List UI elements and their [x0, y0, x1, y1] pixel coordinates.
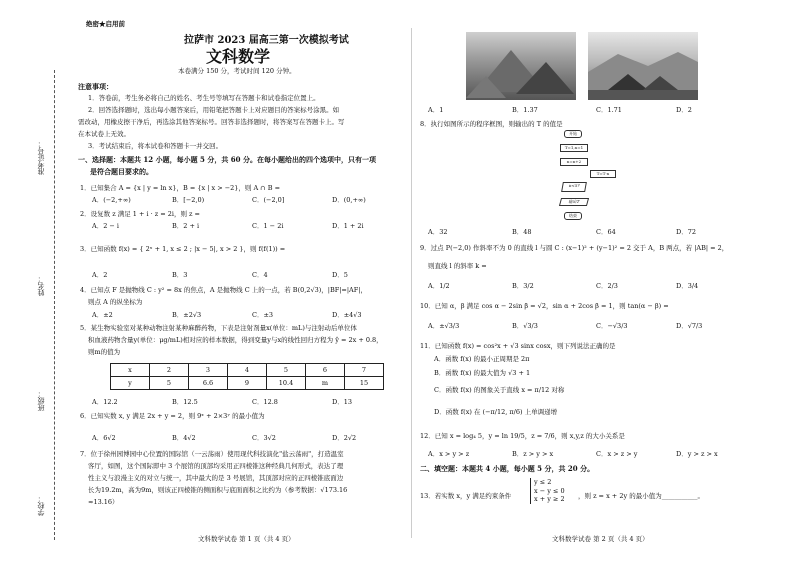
q6-option-d: D．2√2 — [332, 434, 357, 442]
q6-option-a: A．6√2 — [92, 434, 116, 442]
q13-constraint-3: x + y ≥ 2 — [534, 495, 565, 504]
q11-option-c: C．函数 f(x) 的图象关于直线 x = π/12 对称 — [434, 386, 565, 394]
q5-line-2: 积血液药物含量y(单位：μg/mL)相对应的样本数据，得到变量y与x的线性回归方程为 ŷ = 2x + 0.8， — [88, 336, 383, 344]
q8-stem: 8．执行如图所示的程序框图，则输出的 T 的值是 — [420, 120, 563, 128]
table-cell: 6.6 — [189, 377, 228, 390]
q13-constraint-1: y ≤ 2 — [534, 478, 552, 486]
exam-info: 本卷满分 150 分，考试时间 120 分钟。 — [178, 67, 296, 75]
section1-heading-a: 一、选择题：本题共 12 小题，每小题 5 分，共 60 分。在每小题给出的四个选项中，只有一项 — [78, 155, 376, 164]
pavilion-photo-2 — [588, 32, 698, 100]
q7-line-4: 长为19.2m，高为9m，则该正四棱锥的侧面积与底面面积之比约为（参考数据：√173.16 — [88, 486, 348, 494]
page-divider — [411, 28, 412, 538]
exam-title: 拉萨市 2023 届高三第一次模拟考试 — [184, 35, 349, 46]
section2-heading: 二、填空题：本题共 4 小题，每小题 5 分，共 20 分。 — [420, 464, 595, 473]
q8-option-a: A．32 — [428, 228, 448, 236]
school-label: 学校： — [37, 495, 45, 516]
flow-end: 结束 — [564, 212, 582, 220]
q10-option-a: A．±√3/3 — [428, 322, 460, 330]
q9-option-d: D．3/4 — [676, 282, 699, 290]
q1-option-d: D．(0,+∞) — [332, 196, 366, 204]
footer-left: 文科数学试卷 第 1 页（共 4 页） — [198, 535, 295, 543]
q1-option-b: B．[−2,0) — [172, 196, 205, 204]
note-2c: 在本试卷上无效。 — [78, 130, 130, 138]
flowchart — [556, 130, 616, 222]
q2-option-d: D．1 + 2i — [332, 222, 364, 230]
q12-option-b: B．z > y > x — [512, 450, 554, 458]
q13-stem: 13．若实数 x，y 满足约束条件 — [420, 492, 512, 500]
q3-option-a: A．2 — [92, 271, 108, 279]
table-cell: x — [111, 364, 150, 377]
table-cell: 7 — [345, 364, 384, 377]
q13-tail: ，则 z = x + 2y 的最小值为___________。 — [578, 492, 704, 500]
q10-option-b: B．√3/3 — [512, 322, 538, 330]
q13-constraint-2: x − y ≤ 0 — [534, 486, 565, 495]
q12-option-d: D．y > z > x — [676, 450, 718, 458]
q7-option-b: B．1.37 — [512, 106, 538, 114]
table-cell: 5 — [267, 364, 306, 377]
table-row — [111, 377, 384, 390]
footer-right: 文科数学试卷 第 2 页（共 4 页） — [552, 535, 649, 543]
q6-stem: 6．已知实数 x, y 满足 2x + y = 2，则 9ˣ + 2×3ʸ 的最小值为 — [80, 412, 265, 420]
name-label: 姓名： — [37, 275, 45, 296]
q5-option-c: C．12.8 — [252, 398, 278, 406]
flow-step-t: T=T·n — [590, 170, 616, 178]
section1-heading-b: 是符合题目要求的。 — [90, 167, 153, 176]
q7-line-2: 客厅，如图，这个国际即中 3 个展馆的顶部均采用正四棱锥这种经典几何形式，表达了理 — [88, 462, 344, 470]
q7-line-5: ≈13.16） — [88, 498, 119, 506]
note-2b: 需改动，用橡皮擦干净后，再选涂其他答案标号。回答非选择题时，将答案写在答题卡上。写 — [78, 118, 345, 126]
q2-option-b: B．2 + i — [172, 222, 200, 230]
table-cell: 9 — [228, 377, 267, 390]
note-2a: 2．回答选择题时，选出每小题答案后，用铅笔把答题卡上对应题目的答案标号涂黑。如 — [88, 106, 340, 114]
q2-option-a: A．2 − i — [92, 222, 119, 230]
q10-option-c: C．−√3/3 — [596, 322, 628, 330]
flow-init: T=1,n=1 — [560, 144, 588, 152]
q4-option-b: B．±2√3 — [172, 311, 202, 319]
q1-stem: 1．已知集合 A = {x | y = ln x}，B = {x | x > −2}，则 A ∩ B = — [80, 184, 281, 192]
q8-option-c: C．64 — [596, 228, 616, 236]
q5-line-1: 5．某生物实验室对某种动物注射某种麻醉药物，下表是注射剂量x(单位：mL)与注射动后单位体 — [80, 324, 357, 332]
q7-line-3: 性主义与浪漫主义的对立与统一，其中最大的是 3 号展馆，其顶部对应的正四棱锥底面边 — [88, 474, 344, 482]
q7-option-c: C．1.71 — [596, 106, 622, 114]
q12-option-a: A．x > y > z — [428, 450, 470, 458]
q11-option-b: B．函数 f(x) 的最大值为 √3 + 1 — [434, 369, 531, 377]
q2-option-c: C．1 − 2i — [252, 222, 284, 230]
subject-title: 文科数学 — [206, 47, 271, 66]
table-cell: 6 — [306, 364, 345, 377]
note-1: 1．答卷前，考生务必将自己的姓名、考生号等填写在答题卡和试卷指定位置上。 — [88, 94, 320, 102]
exam-number-label: 准考证号： — [37, 140, 45, 175]
q1-option-c: C．(−2,0] — [252, 196, 285, 204]
q7-option-a: A．1 — [428, 106, 444, 114]
flow-start: 开始 — [564, 130, 582, 138]
flow-step-n: n=n+2 — [560, 158, 588, 166]
table-cell: 15 — [345, 377, 384, 390]
table-cell: 2 — [150, 364, 189, 377]
q9-line-2: 则直线 l 的斜率 k = — [428, 262, 487, 270]
q4-option-c: C．±3 — [252, 311, 274, 319]
q4-stem: 4．已知点 F 是抛物线 C : y² = 8x 的焦点，A 是抛物线 C 上的一点，若 B(0,2√3)，|BF|=|AF|， — [80, 286, 367, 294]
q5-option-d: D．13 — [332, 398, 352, 406]
table-cell: y — [111, 377, 150, 390]
q11-option-a: A．函数 f(x) 的最小正周期是 2π — [434, 355, 530, 363]
table-cell: 10.4 — [267, 377, 306, 390]
q4-option-d: D．±4√3 — [332, 311, 362, 319]
note-3: 3．考试结束后，将本试卷和答题卡一并交回。 — [88, 142, 223, 150]
q6-option-b: B．4√2 — [172, 434, 196, 442]
q7-option-d: D．2 — [676, 106, 692, 114]
q3-option-d: D．5 — [332, 271, 348, 279]
secret-mark: 绝密★启用前 — [86, 20, 125, 28]
seal-line — [54, 70, 55, 540]
q11-option-d: D．函数 f(x) 在 (−π/12, π/6) 上单调递增 — [434, 408, 558, 416]
q4-stem-2: 则点 A 的纵坐标为 — [88, 298, 143, 306]
table-cell: 5 — [150, 377, 189, 390]
notes-heading: 注意事项： — [78, 82, 113, 91]
flow-output: 输出T — [559, 198, 589, 206]
q3-option-c: C．4 — [252, 271, 268, 279]
q12-option-c: C．x > z > y — [596, 450, 638, 458]
q6-option-c: C．3√2 — [252, 434, 276, 442]
table-cell: 3 — [189, 364, 228, 377]
pavilion-scene-icon — [588, 32, 698, 100]
q2-stem: 2．设复数 z 满足 1 + i · z = 2i，则 z = — [80, 210, 200, 218]
class-label: 班级： — [37, 390, 45, 411]
pyramid-roof-icon — [466, 32, 576, 100]
q9-option-b: B．3/2 — [512, 282, 534, 290]
q4-option-a: A．±2 — [92, 311, 113, 319]
q8-option-b: B．48 — [512, 228, 532, 236]
q9-line-1: 9．过点 P(−2,0) 作斜率不为 0 的直线 l 与圆 C : (x−1)² + (y−1)² = 2 交于 A，B 两点，若 |AB| = 2， — [420, 244, 729, 252]
q11-stem: 11．已知函数 f(x) = cos²x + √3 sinx cosx，则下列说法正确的是 — [420, 342, 616, 350]
q3-option-b: B．3 — [172, 271, 188, 279]
q5-option-a: A．12.2 — [92, 398, 118, 406]
table-cell: m — [306, 377, 345, 390]
q10-stem: 10．已知 α，β 满足 cos α − 2sin β = √2，sin α + 2cos β = 1，则 tan(α − β) = — [420, 302, 669, 310]
q12-stem: 12．已知 x = log₄ 5，y = ln 19/5，z = 7/6，则 x,y,z 的大小关系是 — [420, 432, 625, 440]
flow-condition: n<5? — [561, 182, 587, 192]
q3-stem: 3．已知函数 f(x) = { 2ˣ + 1, x ≤ 2 ; |x − 5|, x > 2 }，则 f(f(1)) = — [80, 245, 286, 253]
q1-option-a: A．(−2,+∞) — [92, 196, 131, 204]
q8-option-d: D．72 — [676, 228, 696, 236]
table-row — [111, 364, 384, 377]
table-cell: 4 — [228, 364, 267, 377]
q9-option-c: C．2/3 — [596, 282, 618, 290]
pavilion-photo-1 — [466, 32, 576, 100]
q5-option-b: B．12.5 — [172, 398, 198, 406]
q7-line-1: 7．位于徐州园博园中心位置的国际馆（一云荡雨）使用现代科技演化"盐云荡雨"，打造温室 — [80, 450, 344, 458]
q5-line-3: 则m的值为 — [88, 348, 121, 356]
q9-option-a: A．1/2 — [428, 282, 450, 290]
q10-option-d: D．√7/3 — [676, 322, 703, 330]
q13-constraints — [530, 478, 565, 504]
q5-data-table — [110, 363, 384, 390]
